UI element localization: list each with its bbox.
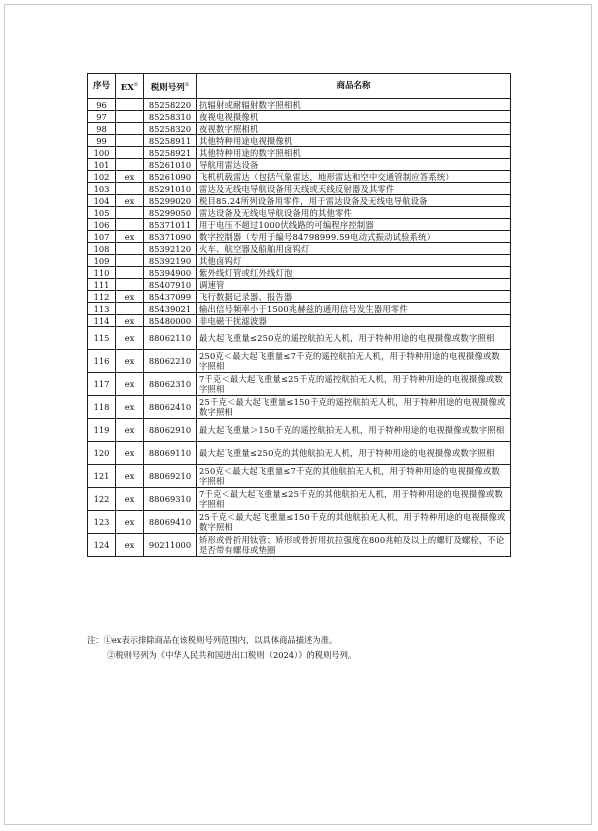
row-name: 最大起飞重量＞150千克的遥控航拍无人机，用于特种用途的电视摄像或数字照相 <box>197 419 511 442</box>
goods-table <box>87 73 511 557</box>
row-seq: 116 <box>88 350 116 373</box>
table-row <box>88 279 511 291</box>
table-body <box>88 99 511 557</box>
row-ex: ex <box>116 396 144 419</box>
table-row <box>88 171 511 183</box>
row-code: 88069310 <box>144 488 197 511</box>
row-code: 90211000 <box>144 534 197 557</box>
row-seq: 98 <box>88 123 116 135</box>
row-name: 非电磁干扰滤波器 <box>197 315 511 327</box>
row-code: 85394900 <box>144 267 197 279</box>
row-name: 其他特种用途电视摄像机 <box>197 135 511 147</box>
row-seq: 122 <box>88 488 116 511</box>
row-seq: 112 <box>88 291 116 303</box>
table-row <box>88 511 511 534</box>
row-ex: ex <box>116 195 144 207</box>
table-row <box>88 350 511 373</box>
row-ex: ex <box>116 315 144 327</box>
row-ex: ex <box>116 231 144 243</box>
row-ex: ex <box>116 171 144 183</box>
row-name: 其他特种用途的数字照相机 <box>197 147 511 159</box>
table-row <box>88 534 511 557</box>
row-ex <box>116 99 144 111</box>
row-seq: 114 <box>88 315 116 327</box>
row-seq: 124 <box>88 534 116 557</box>
row-name: 最大起飞重量≤250克的其他航拍无人机，用于特种用途的电视摄像或数字照相 <box>197 442 511 465</box>
row-code: 85371090 <box>144 231 197 243</box>
row-code: 88062210 <box>144 350 197 373</box>
row-name: 其他卤钨灯 <box>197 255 511 267</box>
footnote-2: ②税则号列为《中华人民共和国进出口税则（2024）》的税则号列。 <box>107 650 357 660</box>
table-row <box>88 488 511 511</box>
row-seq: 117 <box>88 373 116 396</box>
table-row <box>88 243 511 255</box>
row-name: 紫外线灯管或红外线灯泡 <box>197 267 511 279</box>
row-code: 85258320 <box>144 123 197 135</box>
row-ex: ex <box>116 419 144 442</box>
row-name: 数字控制器（专用于编号84798999.59电动式振动试验系统） <box>197 231 511 243</box>
row-name: 飞机机载雷达（包括气象雷达，地形雷达和空中交通管制应答系统） <box>197 171 511 183</box>
row-name: 25千克＜最大起飞重量≤150千克的其他航拍无人机，用于特种用途的电视摄像或数字照相 <box>197 511 511 534</box>
row-ex <box>116 123 144 135</box>
row-seq: 100 <box>88 147 116 159</box>
row-name: 7千克＜最大起飞重量≤25千克的其他航拍无人机，用于特种用途的电视摄像或数字照相 <box>197 488 511 511</box>
row-seq: 103 <box>88 183 116 195</box>
row-seq: 96 <box>88 99 116 111</box>
row-name: 25千克＜最大起飞重量≤150千克的遥控航拍无人机，用于特种用途的电视摄像或数字照相 <box>197 396 511 419</box>
row-seq: 101 <box>88 159 116 171</box>
row-seq: 99 <box>88 135 116 147</box>
table-row <box>88 147 511 159</box>
row-name: 250克＜最大起飞重量≤7千克的遥控航拍无人机，用于特种用途的电视摄像或数字照相 <box>197 350 511 373</box>
row-code: 85261010 <box>144 159 197 171</box>
row-ex <box>116 111 144 123</box>
table-row <box>88 99 511 111</box>
row-name: 飞行数据记录器、报告器 <box>197 291 511 303</box>
row-ex <box>116 303 144 315</box>
row-seq: 111 <box>88 279 116 291</box>
row-code: 85258310 <box>144 111 197 123</box>
row-ex: ex <box>116 327 144 350</box>
row-ex: ex <box>116 534 144 557</box>
table-row <box>88 159 511 171</box>
row-seq: 109 <box>88 255 116 267</box>
table-row <box>88 373 511 396</box>
table-row <box>88 465 511 488</box>
row-name: 夜视电视摄像机 <box>197 111 511 123</box>
row-seq: 105 <box>88 207 116 219</box>
table-row <box>88 327 511 350</box>
row-seq: 121 <box>88 465 116 488</box>
row-ex <box>116 147 144 159</box>
row-code: 85291010 <box>144 183 197 195</box>
row-ex <box>116 207 144 219</box>
table-row <box>88 267 511 279</box>
table-header-row <box>88 74 511 99</box>
row-code: 88062110 <box>144 327 197 350</box>
table-row <box>88 419 511 442</box>
row-code: 85439021 <box>144 303 197 315</box>
row-name: 调速管 <box>197 279 511 291</box>
row-seq: 102 <box>88 171 116 183</box>
row-code: 85392190 <box>144 255 197 267</box>
row-name: 夜视数字照相机 <box>197 123 511 135</box>
table-row <box>88 231 511 243</box>
row-code: 85299050 <box>144 207 197 219</box>
row-code: 85407910 <box>144 279 197 291</box>
row-code: 85258220 <box>144 99 197 111</box>
row-name: 用于电压不超过1000伏线路的可编程序控制器 <box>197 219 511 231</box>
row-seq: 106 <box>88 219 116 231</box>
row-ex: ex <box>116 511 144 534</box>
footnote-1: 注：①ex表示排除商品在该税则号列范围内，以具体商品描述为准。 <box>87 635 338 645</box>
table-row <box>88 315 511 327</box>
row-ex: ex <box>116 442 144 465</box>
table-row <box>88 195 511 207</box>
row-seq: 113 <box>88 303 116 315</box>
row-ex <box>116 255 144 267</box>
table-row <box>88 111 511 123</box>
table-row <box>88 207 511 219</box>
row-code: 85437099 <box>144 291 197 303</box>
table-row <box>88 183 511 195</box>
row-name: 雷达及无线电导航设备用天线或天线反射器及其零件 <box>197 183 511 195</box>
row-ex <box>116 219 144 231</box>
row-code: 85371011 <box>144 219 197 231</box>
row-ex <box>116 159 144 171</box>
row-code: 88069210 <box>144 465 197 488</box>
row-ex: ex <box>116 373 144 396</box>
row-name: 导航用雷达设备 <box>197 159 511 171</box>
row-seq: 104 <box>88 195 116 207</box>
row-code: 88069110 <box>144 442 197 465</box>
row-ex <box>116 267 144 279</box>
table-row <box>88 135 511 147</box>
row-code: 88062910 <box>144 419 197 442</box>
table-row <box>88 303 511 315</box>
row-code: 85258911 <box>144 135 197 147</box>
row-ex: ex <box>116 350 144 373</box>
ex-footnote-mark: ① <box>133 81 139 88</box>
row-name: 7千克＜最大起飞重量≤25千克的遥控航拍无人机，用于特种用途的电视摄像或数字照相 <box>197 373 511 396</box>
row-code: 85258921 <box>144 147 197 159</box>
row-ex <box>116 135 144 147</box>
table-row <box>88 291 511 303</box>
row-name: 最大起飞重量≤250克的遥控航拍无人机，用于特种用途的电视摄像或数字照相 <box>197 327 511 350</box>
row-code: 85299020 <box>144 195 197 207</box>
footnotes <box>87 633 517 663</box>
row-seq: 119 <box>88 419 116 442</box>
table-row <box>88 396 511 419</box>
row-ex <box>116 183 144 195</box>
header-seq: 序号 <box>88 74 116 99</box>
row-ex <box>116 243 144 255</box>
row-code: 85392120 <box>144 243 197 255</box>
row-ex <box>116 279 144 291</box>
table-row <box>88 255 511 267</box>
row-seq: 115 <box>88 327 116 350</box>
header-ex: EX① <box>116 74 144 99</box>
row-code: 88062410 <box>144 396 197 419</box>
row-seq: 123 <box>88 511 116 534</box>
row-name: 抗辐射或耐辐射数字照相机 <box>197 99 511 111</box>
header-code: 税则号列② <box>144 74 197 99</box>
row-name: 税目85.24所列设备用零件，用于雷达设备及无线电导航设备 <box>197 195 511 207</box>
row-code: 88069410 <box>144 511 197 534</box>
row-name: 雷达设备及无线电导航设备用的其他零件 <box>197 207 511 219</box>
row-name: 250克＜最大起飞重量≤7千克的其他航拍无人机，用于特种用途的电视摄像或数字照相 <box>197 465 511 488</box>
row-code: 88062310 <box>144 373 197 396</box>
row-seq: 120 <box>88 442 116 465</box>
row-seq: 107 <box>88 231 116 243</box>
row-seq: 97 <box>88 111 116 123</box>
row-ex: ex <box>116 291 144 303</box>
row-name: 火车、航空器及船舶用卤钨灯 <box>197 243 511 255</box>
row-name: 输出信号频率小于1500兆赫兹的通用信号发生器用零件 <box>197 303 511 315</box>
row-ex: ex <box>116 488 144 511</box>
table-row <box>88 219 511 231</box>
table-row <box>88 123 511 135</box>
row-ex: ex <box>116 465 144 488</box>
row-code: 85261090 <box>144 171 197 183</box>
table-row <box>88 442 511 465</box>
code-footnote-mark: ② <box>184 81 190 88</box>
row-seq: 118 <box>88 396 116 419</box>
row-code: 85480000 <box>144 315 197 327</box>
header-name: 商品名称 <box>197 74 511 99</box>
row-seq: 108 <box>88 243 116 255</box>
row-name: 矫形或骨折用钛管；矫形或骨折用抗拉强度在800兆帕及以上的螺钉及螺栓，不论是否带有螺母或垫圈 <box>197 534 511 557</box>
row-seq: 110 <box>88 267 116 279</box>
